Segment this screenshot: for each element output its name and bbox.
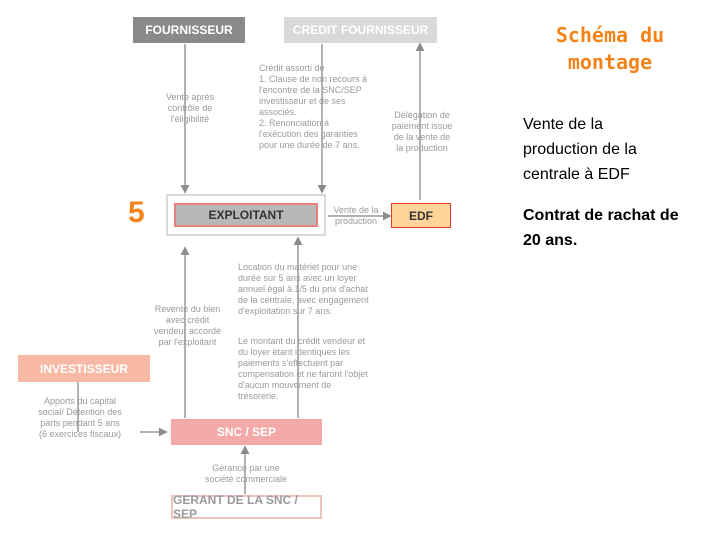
exploitant-inner	[174, 203, 318, 227]
slide-title: Schéma du montage	[555, 23, 665, 74]
gerant-label: GERANT DE LA SNC / SEP	[173, 493, 298, 521]
credit-fournisseur-box	[284, 17, 437, 43]
exploitant-label: EXPLOITANT	[208, 208, 284, 222]
investisseur-label: INVESTISSEUR	[39, 361, 129, 376]
edf-box	[391, 203, 451, 228]
note-delegation: Délégation de paiement issue de la vente de la production	[391, 110, 453, 153]
investisseur-box	[18, 355, 150, 382]
gerant-box	[171, 495, 322, 519]
note-apports: Apports du capital social/ Détention des parts pendant 5 ans (6 exercices fiscaux)	[38, 396, 122, 439]
side-text-vente: Vente de la production de la centrale à EDF	[523, 116, 637, 183]
edf-label: EDF	[409, 208, 433, 223]
snc-sep-label: SNC / SEP	[216, 425, 277, 439]
snc-sep-box	[171, 419, 322, 445]
note-credit-assorti: Crédit assorti de 1. Clause de non recours à l'encontre de la SNC/SEP investisseur et de ses associés. 2. Renonciation à l'exécution des garanties pour une durée de 7 ans.	[259, 63, 368, 150]
note-vente-production: Vente de la production	[333, 205, 379, 226]
fournisseur-label: FOURNISSEUR	[145, 23, 233, 37]
note-montant: Le montant du crédit vendeur et du loyer étant identiques les paiements s'effectuent par compensation et ne faront l'objet d'aucun mouvement de trésorerie.	[238, 336, 368, 401]
side-text-contrat: Contrat de rachat de 20 ans.	[523, 207, 679, 249]
fournisseur-box	[133, 17, 245, 43]
step-number: 5	[128, 196, 145, 229]
note-location: Location du matériel pour une durée sur 5 ans avec un loyer annuel égal à 1/5 du prix d'achat de la centrale, avec engagement d'exploitation sur 7 ans.	[238, 262, 369, 316]
note-vente-eligibilite: Vente après contrôle de l'éligibilité	[165, 92, 215, 124]
note-gerance: Gérance par une société commerciale	[204, 463, 288, 484]
note-revente: Revente du bien avec crédit vendeur accordé par l'exploitant	[153, 304, 222, 347]
exploitant-box	[166, 194, 326, 236]
credit-fournisseur-label: CREDIT FOURNISSEUR	[292, 23, 429, 37]
